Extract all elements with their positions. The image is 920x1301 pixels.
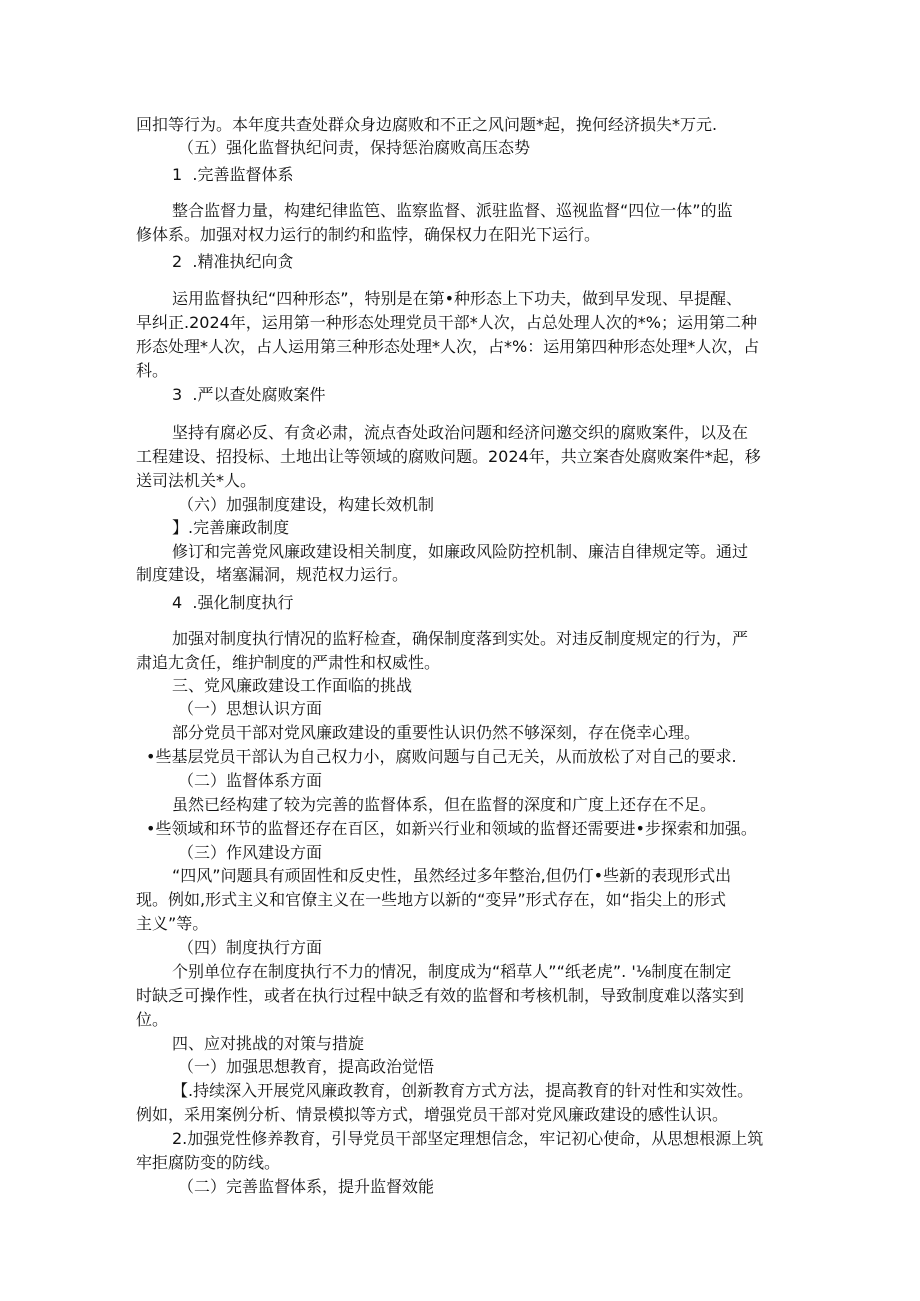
section-heading: （一）加强思想教育，提高政治觉悟 [178,1057,435,1076]
body-text-line: 时缺乏可操作性，或者在执行过程中缺乏有效的监督和考核机制，导致制度难以落实到 [136,986,745,1005]
body-text-line: 虽然已经构建了较为完善的监督体系，但在监督的深度和广度上还存在不足。 [172,795,717,814]
body-text-line: •些基层党员干部认为自己权力小，腐败问题与自己无关，从而放松了对自己的要求. [146,747,737,766]
body-text-line: 整合监督力量，构建纪律监笆、监察监督、派驻监督、巡视监督“四位一体”的监 [172,201,733,220]
body-text-line: 【.持续深入开展党风廉政教育，创新教育方式方法，提高教育的针对性和实效性。 [172,1081,754,1100]
body-text-line: 运用监督执纪“四种形态”，特别是在第•种形态上下功夫，做到早发现、早提醒、 [172,289,743,308]
subsection-heading: 1 .完善监督体系 [172,165,294,184]
section-heading: （五）强化监督执纪问责，保持惩治腐败高压态势 [178,138,531,157]
subsection-heading: 2 .精准执纪向贪 [172,252,294,271]
body-text-line: 主义”等。 [136,914,209,933]
body-text-line: 早纠正.2024年，运用第一种形态处理党员干部*人次，占总处理人次的*%；运用第二种 [136,313,758,332]
body-text-line: 现。例如,形式主义和官僚主义在一些地方以新的“变异”形式存在，如“指尖上的形式 [136,890,726,909]
section-heading: （二）监督体系方面 [178,771,323,790]
section-heading: （三）作风建设方面 [178,843,323,862]
body-text-line: 位。 [136,1010,169,1029]
section-heading: （四）制度执行方面 [178,938,323,957]
body-text-line: 形态处理*人次，占人运用第三种形态处理*人次，占*%：运用第四种形态处理*人次，占 [136,337,760,356]
section-heading: （二）完善监督体系，提升监督效能 [178,1177,435,1196]
section-heading: （一）思想认识方面 [178,699,323,718]
body-text-line: 个别单位存在制度执行不力的情况，制度成为“稻草人”“纸老虎”. '⅛制度在制定 [172,962,732,981]
body-text-line: 肃追尢贪任，维护制度的严肃性和权威性。 [136,653,441,672]
body-text-line: 例如，采用案例分析、情景模拟等方式，增强党员干部对党风廉政建设的感性认识。 [136,1105,729,1124]
subsection-heading: 4 .强化制度执行 [172,593,294,612]
body-text-line: 部分党员干部对党风廉政建设的重要性认识仍然不够深刻，存在侥幸心理。 [172,723,701,742]
section-heading: （六）加强制度建设，构建长效机制 [178,495,435,514]
body-text-line: 牢拒腐防变的防线。 [136,1153,281,1172]
subsection-heading: 】.完善廉政制度 [172,518,290,537]
body-text-line: 送司法机关*人。 [136,471,257,490]
body-text-line: 工程建设、招投标、土地出让等领域的腐败问题。2024年，共立案杳处腐败案件*起，移 [136,447,761,466]
chapter-heading: 四、应对挑战的对策与措旋 [172,1034,365,1053]
body-text-line: •些领域和环节的监督还存在百区，如新兴行业和领域的监督还需要进•步探索和加强。 [146,819,757,838]
body-text-line: 2.加强党性修养教育，引导党员干部坚定理想信念，牢记初心使命，从思想根源上筑 [172,1129,764,1148]
body-text-line: 回扣等行为。本年度共查处群众身边腐败和不正之风问题*起，挽何经济损失*万元. [136,115,718,134]
subsection-heading: 3 .严以查处腐败案件 [172,385,326,404]
body-text-line: 加强对制度执行情况的监籽检查，确保制度落到实处。对违反制度规定的行为，严 [172,629,749,648]
body-text-line: “四风”问题具有顽固性和反史性，虽然经过多年整治,但仍仃•些新的表现形式出 [172,866,732,885]
chapter-heading: 三、党风廉政建设工作面临的挑战 [172,676,413,695]
body-text-line: 修体系。加强对权力运行的制约和监悖，确保权力在阳光下运行。 [136,225,601,244]
body-text-line: 坚持有腐必反、有贪必肃，流点杳处政治问题和经济问邀交织的腐败案件，以及在 [172,423,749,442]
body-text-line: 制度建设，堵塞漏洞，规范权力运行。 [136,565,409,584]
body-text-line: 科。 [136,361,169,380]
body-text-line: 修订和完善党风廉政建设相关制度，如廉政风险防控机制、廉洁自律规定等。通过 [172,542,749,561]
